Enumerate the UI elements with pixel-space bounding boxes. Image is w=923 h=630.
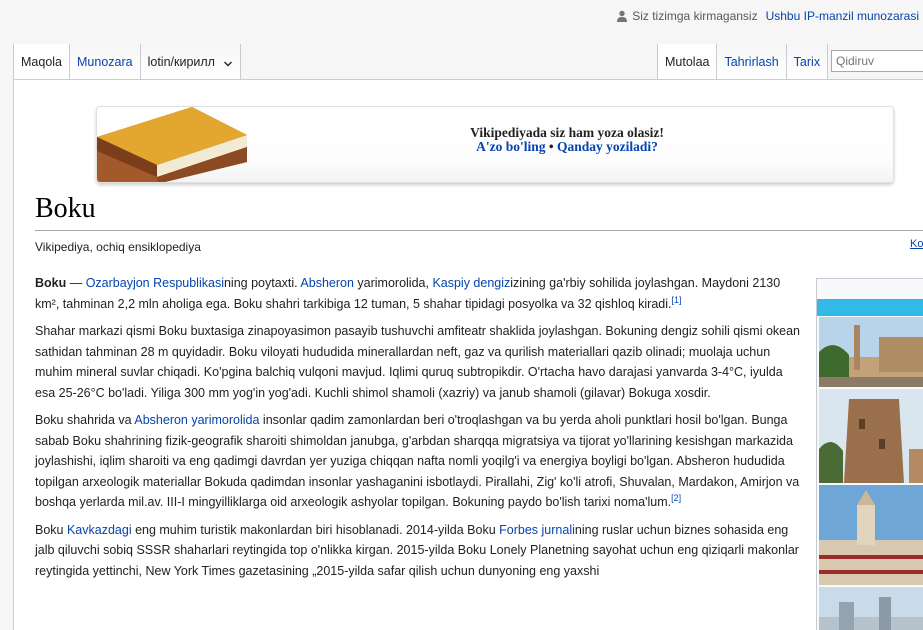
- banner-separator: •: [548, 139, 554, 154]
- tab-read[interactable]: Mutolaa: [657, 44, 717, 79]
- tab-history[interactable]: Tarix: [787, 44, 828, 79]
- text: Boku: [35, 522, 67, 537]
- anon-label: Siz tizimga kirmagansiz: [632, 9, 758, 23]
- view-tabs: [657, 44, 828, 79]
- text: ning ruslar uchun biznes sohasida eng jalb qiluvchi sobiq SSSR shaharlari reytingida top o'nlikka kirgan. 2015-yilda Boku Lonely Planetning sayohat uchun eng qiziqarli makonlar reytingida yettinchi, New York Times gazetasining „2015-yilda safar qilish uchun dunyoning eng yaxshi: [35, 522, 799, 578]
- link-forbes[interactable]: Forbes jurnali: [499, 522, 575, 537]
- text: yarimorolida,: [353, 276, 433, 290]
- ref-1[interactable]: [1]: [671, 294, 682, 305]
- anon-notice: [616, 9, 757, 23]
- page-title: Boku: [35, 193, 96, 224]
- banner-headline: Vikipediyada siz ham yoza olasiz!: [470, 125, 664, 140]
- paragraph-1: [35, 273, 805, 314]
- tab-edit[interactable]: Tahrirlash: [717, 44, 786, 79]
- banner-text: [347, 126, 787, 154]
- photo-government-house[interactable]: [819, 485, 923, 585]
- how-to-write-link[interactable]: Qanday yoziladi?: [556, 139, 658, 154]
- photo-maiden-tower[interactable]: [819, 389, 923, 483]
- link-caspian[interactable]: Kaspiy dengiz: [432, 276, 511, 290]
- ip-talk-link[interactable]: Ushbu IP-manzil munozarasi: [765, 9, 919, 23]
- link-azerbaijan[interactable]: Ozarbayjon Respublikasi: [85, 276, 224, 290]
- personal-tools: [616, 9, 919, 23]
- article-subject: Boku: [35, 276, 67, 290]
- variant-dropdown[interactable]: [141, 44, 241, 79]
- paragraph-4: [35, 520, 805, 582]
- link-absheron[interactable]: Absheron: [300, 276, 354, 290]
- tab-article[interactable]: Maqola: [13, 44, 70, 79]
- infobox-header-band: [817, 299, 923, 316]
- title-divider: [35, 230, 923, 231]
- infobox: [816, 278, 923, 630]
- text: —: [66, 276, 86, 290]
- search-input[interactable]: [831, 50, 923, 72]
- text: ning poytaxti.: [223, 276, 301, 290]
- photo-city-view[interactable]: [819, 587, 923, 630]
- link-caucasus[interactable]: Kavkazdagi: [66, 522, 132, 537]
- article-body: [35, 273, 805, 588]
- coordinates-link[interactable]: Ko: [910, 238, 923, 250]
- join-link[interactable]: A'zo bo'ling: [476, 139, 546, 154]
- paragraph-2: Shahar markazi qismi Boku buxtasiga zinapoyasimon pasayib tushuvchi amfiteatr shaklida joylashgan. Bokuning dengiz sohili qismi okean sathidan tahminan 28 m quyidadir. Boku viloyati hududida minerallardan neft, gaz va qurilish materiallari qazib olinadi; muolaja uchun muhim mineral suvlar chiqadi. Ko'pgina balchiq vulqoni mavjud. Iqlimi quruq subtropikdir. O'rtacha havo darajasi yanvarda 3-4°C, iyulda esa 25-26°C bo'ladi. Yiliga 300 mm yog'in yog'adi. Kuchli shimol shamoli (xazriy) va janub shamoli (gilavar) Bokuga xosdir.: [35, 324, 800, 400]
- namespace-tabs: [13, 44, 241, 79]
- variant-label: lotin/кирилл: [147, 55, 215, 69]
- site-tagline: Vikipediya, ochiq ensiklopediya: [35, 240, 201, 254]
- book-icon: [97, 107, 247, 183]
- ref-2[interactable]: [2]: [671, 492, 682, 503]
- sitenotice-banner: [96, 106, 894, 183]
- tab-talk[interactable]: Munozara: [70, 44, 141, 79]
- link-absheron-peninsula[interactable]: Absheron yarimorolida: [134, 413, 260, 427]
- paragraph-3: [35, 410, 805, 513]
- text: insonlar qadim zamonlardan beri o'troqlashgan va bu yerda aholi punktlari hosil bo'lgan. Bunga sabab Boku shahrining fizik-geografik sharoiti shimoldan janubga, g'arbdan sharqqa migratsiya va tijorat yo'llarining kesishgan markazida joylashishi, iqlim sharoiti va eng qadimgi davrdan yer yuziga chiqqan nafta nomli yoqilg'i va energiya boyligi bo'lgan. Absheron hududida topilgan arxeologik materiallar Bokuda qadimdan insonlar yashaganini isbotlaydi. Pirallahi, Zig' ko'li atrofi, Shuvalan, Mardakon, Amirjon va boshqa yerlarda mil.av. III-I mingyilliklarga oid arxeologik ashyolar topilgan. Bokuning paydo bo'lish tarixi noma'lum.: [35, 413, 800, 509]
- content-area: [13, 79, 923, 630]
- chevron-down-icon: [223, 59, 233, 69]
- user-icon: [616, 10, 628, 22]
- text: izining ga'rbiy sohilida joylashgan. Maydoni 2130 km², tahminan 2,2 mln aholiga ega. Boku shahri tarkibiga 12 tuman, 5 shahar tipidagi posyolka va 32 qishloq kiradi.: [35, 276, 781, 311]
- text: eng muhim turistik makonlardan biri hisoblanadi. 2014-yilda Boku: [131, 522, 500, 537]
- photo-old-city[interactable]: [819, 317, 923, 387]
- text: Boku shahrida va: [35, 413, 135, 427]
